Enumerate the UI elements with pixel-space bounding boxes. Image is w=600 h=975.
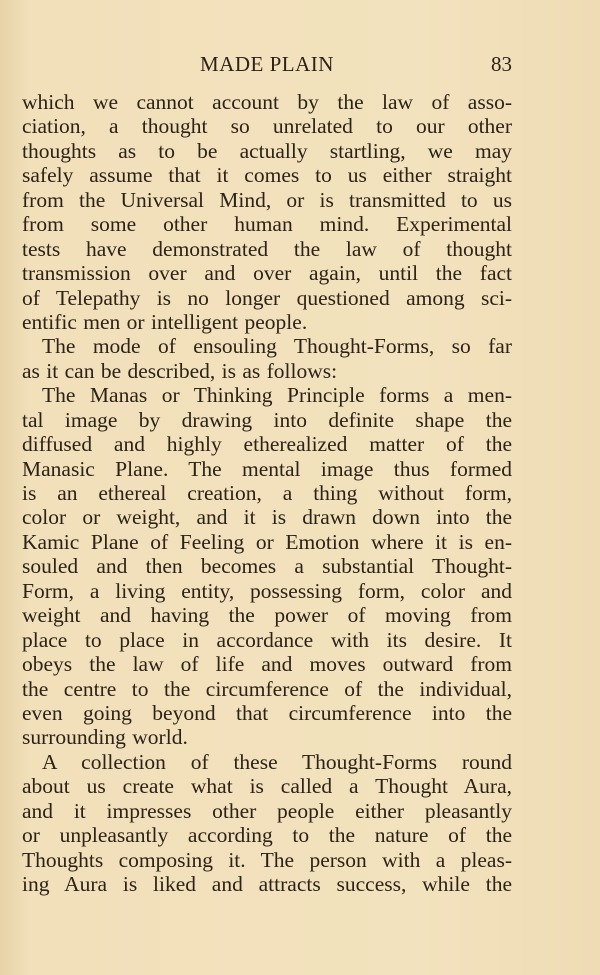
text-line: ciation, a thought so unrelated to our other xyxy=(22,114,512,139)
text-line: The Manas or Thinking Principle forms a men- xyxy=(42,383,512,408)
text-line: tal image by drawing into definite shape the xyxy=(22,407,512,432)
text-line: weight and having the power of moving from xyxy=(22,603,512,628)
text-line: souled and then becomes a substantial Thought- xyxy=(22,554,512,579)
text-line: Manasic Plane. The mental image thus formed xyxy=(22,456,512,481)
text-line: tests have demonstrated the law of thought xyxy=(22,236,512,261)
body-text xyxy=(22,90,512,896)
page-number: 83 xyxy=(491,52,512,76)
text-line: entific men or intelligent people. xyxy=(22,309,308,334)
paragraph xyxy=(22,750,512,897)
text-line: diffused and highly etherealized matter of the xyxy=(22,432,512,457)
text-line: and it impresses other people either pleasantly xyxy=(22,798,512,823)
text-line: Form, a living entity, possessing form, color and xyxy=(22,578,512,603)
text-line: color or weight, and it is drawn down into the xyxy=(22,505,512,530)
text-line: transmission over and over again, until the fact xyxy=(22,261,512,286)
text-line: the centre to the circumference of the individual, xyxy=(22,676,512,701)
paragraph xyxy=(22,383,512,750)
text-line: or unpleasantly according to the nature of the xyxy=(22,823,512,848)
text-line: of Telepathy is no longer questioned among sci- xyxy=(22,285,512,310)
running-title: MADE PLAIN xyxy=(200,52,334,76)
text-line: surrounding world. xyxy=(22,725,188,750)
text-line: thoughts as to be actually startling, we may xyxy=(22,138,512,163)
text-line: from the Universal Mind, or is transmitted to us xyxy=(22,187,512,212)
text-line: place to place in accordance with its desire. It xyxy=(22,627,512,652)
text-line: ing Aura is liked and attracts success, while the xyxy=(22,872,512,896)
text-line: even going beyond that circumference into the xyxy=(22,700,512,725)
text-line: Thoughts composing it. The person with a pleas- xyxy=(22,847,512,872)
text-line: The mode of ensouling Thought-Forms, so far xyxy=(42,334,512,359)
text-line: about us create what is called a Thought Aura, xyxy=(22,774,512,799)
text-line: obeys the law of life and moves outward from xyxy=(22,652,512,677)
text-line: from some other human mind. Experimental xyxy=(22,212,512,237)
text-line: as it can be described, is as follows: xyxy=(22,358,338,383)
page-header xyxy=(22,52,512,80)
text-line: Kamic Plane of Feeling or Emotion where it is en- xyxy=(22,529,512,554)
paragraph xyxy=(22,334,512,383)
text-line: which we cannot account by the law of asso- xyxy=(22,90,512,114)
paragraph xyxy=(22,90,512,334)
text-line: A collection of these Thought-Forms round xyxy=(42,749,512,774)
text-line: is an ethereal creation, a thing without form, xyxy=(22,481,512,505)
text-line: safely assume that it comes to us either straight xyxy=(22,163,512,188)
